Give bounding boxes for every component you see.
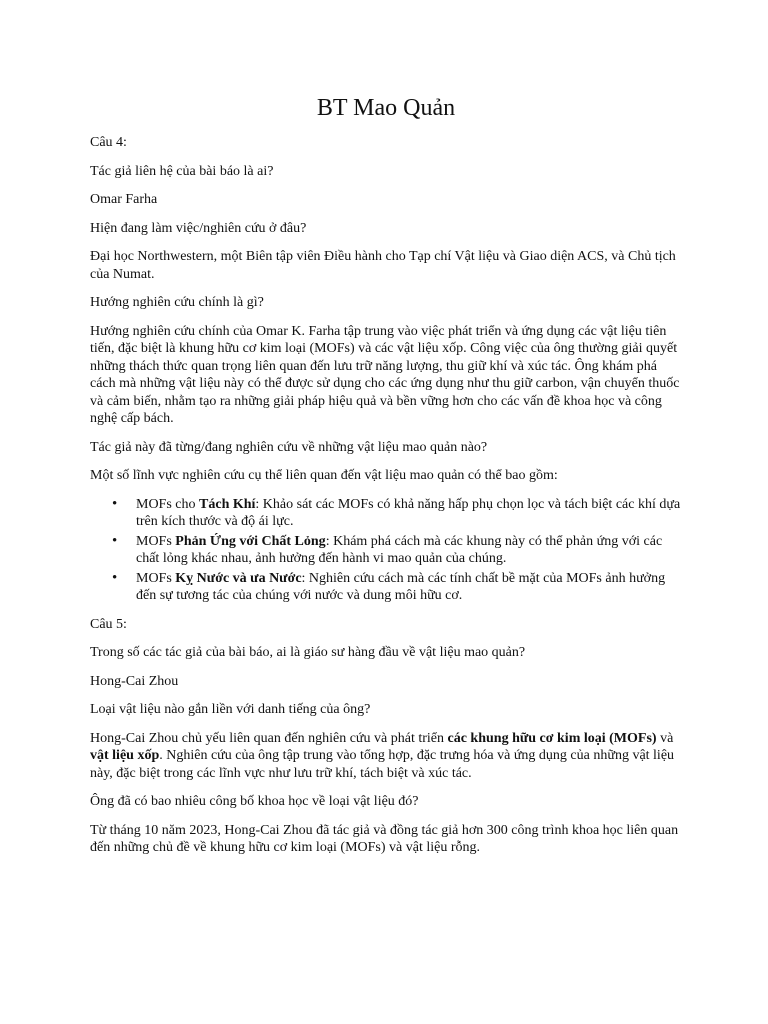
materials-list [90, 496, 682, 605]
material-type-answer: Hong-Cai Zhou chủ yếu liên quan đến nghiên cứu và phát triển các khung hữu cơ kim loại (MOFs) và vật liệu xốp. Nghiên cứu của ông tập trung vào tổng hợp, đặc trưng hóa và ứng dụng của những vật liệu này, đặc biệt trong các lĩnh vực như lưu trữ khí, tách biệt và xúc tác. [90, 730, 675, 781]
contact-author-question: Tác giả liên hệ của bài báo là ai? [90, 163, 274, 179]
document-page [90, 92, 682, 868]
bullet-icon: • [112, 532, 118, 549]
document-title: BT Mao Quản [316, 95, 456, 121]
leading-professor-question: Trong số các tác giả của bài báo, ai là giáo sư hàng đầu về vật liệu mao quản? [90, 645, 526, 660]
list-item: • MOFs Phản Ứng với Chất Lỏng: Khám phá cách mà các khung này có thể phản ứng với các chất lỏng khác nhau, ảnh hưởng đến hành vi mao quản của chúng. [112, 532, 663, 566]
workplace-answer: Đại học Northwestern, một Biên tập viên Điều hành cho Tạp chí Vật liệu và Giao diện ACS, và Chủ tịch của Numat. [90, 249, 676, 282]
research-direction-answer: Hướng nghiên cứu chính của Omar K. Farha tập trung vào việc phát triển và ứng dụng các vật liệu tiên tiến, đặc biệt là khung hữu cơ kim loại (MOFs) và các vật liệu xốp. Công việc của ông thường giải quyết những thách thức quan trọng liên quan đến lưu trữ năng lượng, thu giữ khí và xúc tác. Ông khám phá cách mà những vật liệu này có thể được sử dụng cho các ứng dụng như thu giữ carbon, vận chuyển thuốc và cảm biến, nhằm tạo ra những giải pháp hiệu quả và bền vững hơn cho các vấn đề khoa học và công nghệ cấp bách. [90, 323, 680, 426]
material-type-question: Loại vật liệu nào gắn liền với danh tiếng của ông? [90, 702, 371, 717]
publications-question: Ông đã có bao nhiêu công bố khoa học về loại vật liệu đó? [90, 794, 419, 809]
materials-question: Tác giả này đã từng/đang nghiên cứu về những vật liệu mao quản nào? [90, 439, 488, 455]
bullet-icon: • [112, 495, 118, 512]
question-4-heading: Câu 4: [90, 135, 127, 150]
leading-professor-answer: Hong-Cai Zhou [90, 673, 179, 689]
workplace-question: Hiện đang làm việc/nghiên cứu ở đâu? [90, 220, 307, 236]
contact-author-answer: Omar Farha [90, 192, 158, 207]
publications-answer: Từ tháng 10 năm 2023, Hong-Cai Zhou đã tác giả và đồng tác giả hơn 300 công trình khoa học liên quan đến những chủ đề về khung hữu cơ kim loại (MOFs) và vật liệu rỗng. [90, 822, 679, 855]
research-direction-question: Hướng nghiên cứu chính là gì? [90, 295, 264, 310]
materials-intro: Một số lĩnh vực nghiên cứu cụ thể liên quan đến vật liệu mao quản có thể bao gồm: [90, 468, 558, 483]
bullet-icon: • [112, 569, 118, 586]
list-item: • MOFs cho Tách Khí: Khảo sát các MOFs có khả năng hấp phụ chọn lọc và tách biệt các khí dựa trên kích thước và độ ái lực. [112, 495, 681, 529]
list-item: • MOFs Kỵ Nước và ưa Nước: Nghiên cứu cách mà các tính chất bề mặt của MOFs ảnh hưởng đến sự tương tác của chúng với nước và dung môi hữu cơ. [112, 569, 666, 603]
question-5-heading: Câu 5: [90, 616, 127, 632]
